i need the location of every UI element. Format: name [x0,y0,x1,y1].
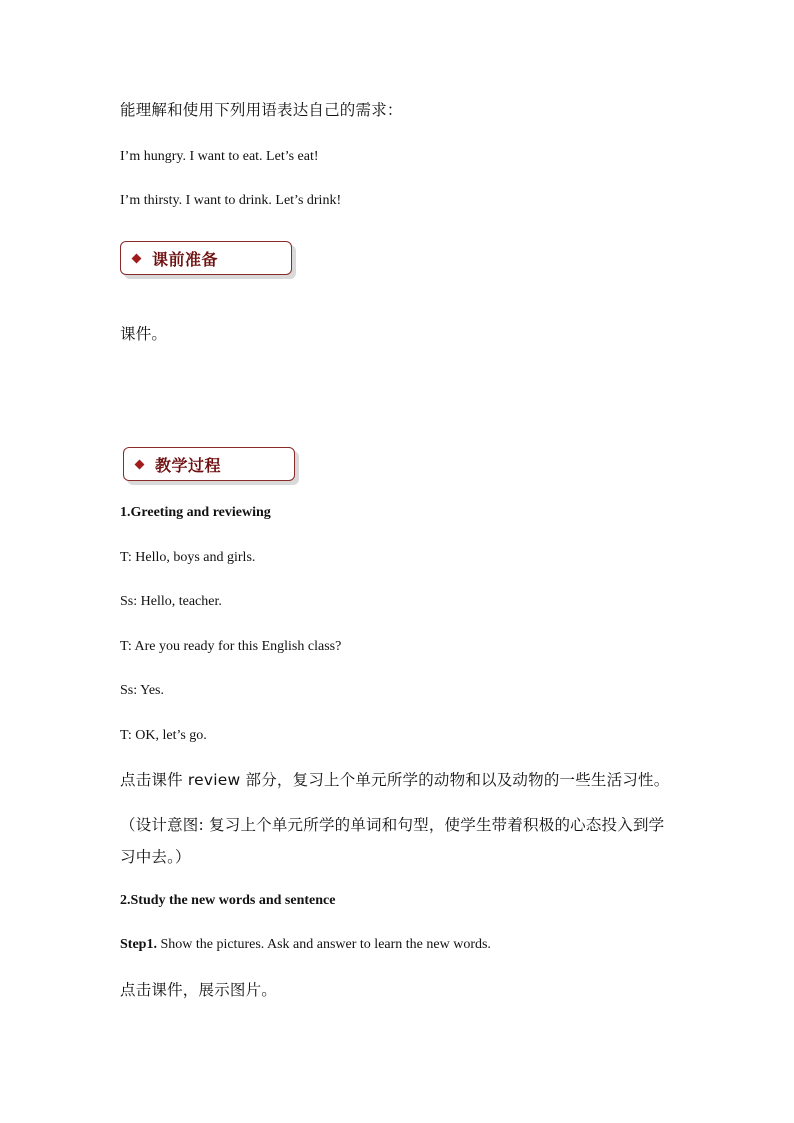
step-label: Step1. [120,937,157,952]
dialog-line: Ss: Yes. [120,683,164,698]
preparation-content: 课件。 [120,325,168,343]
diamond-bullet-icon [135,459,145,469]
step2-heading: 2.Study the new words and sentence [120,893,336,908]
dialog-line: T: Are you ready for this English class? [120,639,342,654]
step1-heading: 1.Greeting and reviewing [120,505,271,520]
diamond-bullet-icon [132,253,142,263]
step1-instruction [120,935,491,955]
dialog-line: T: OK, let’s go. [120,728,207,743]
dialog-line: Ss: Hello, teacher. [120,594,222,609]
section-header-preparation [120,241,292,275]
objectives-intro: 能理解和使用下列用语表达自己的需求： [120,101,403,119]
dialog-line: T: Hello, boys and girls. [120,550,256,565]
step-text: Show the pictures. Ask and answer to learn the new words. [156,937,491,952]
click-note: 点击课件，展示图片。 [120,981,278,999]
objectives-sentence-thirsty: I’m thirsty. I want to drink. Let’s drink! [120,193,342,208]
section-header-process [123,447,295,481]
review-note: 点击课件 review 部分，复习上个单元所学的动物和以及动物的一些生活习性。 [120,771,670,789]
objectives-sentence-hungry: I’m hungry. I want to eat. Let’s eat! [120,149,319,164]
section-title-process: 教学过程 [155,455,222,475]
section-title-preparation: 课前准备 [152,249,219,269]
design-intent: （设计意图: 复习上个单元所学的单词和句型，使学生带着积极的心态投入到学习中去。） [120,816,665,866]
